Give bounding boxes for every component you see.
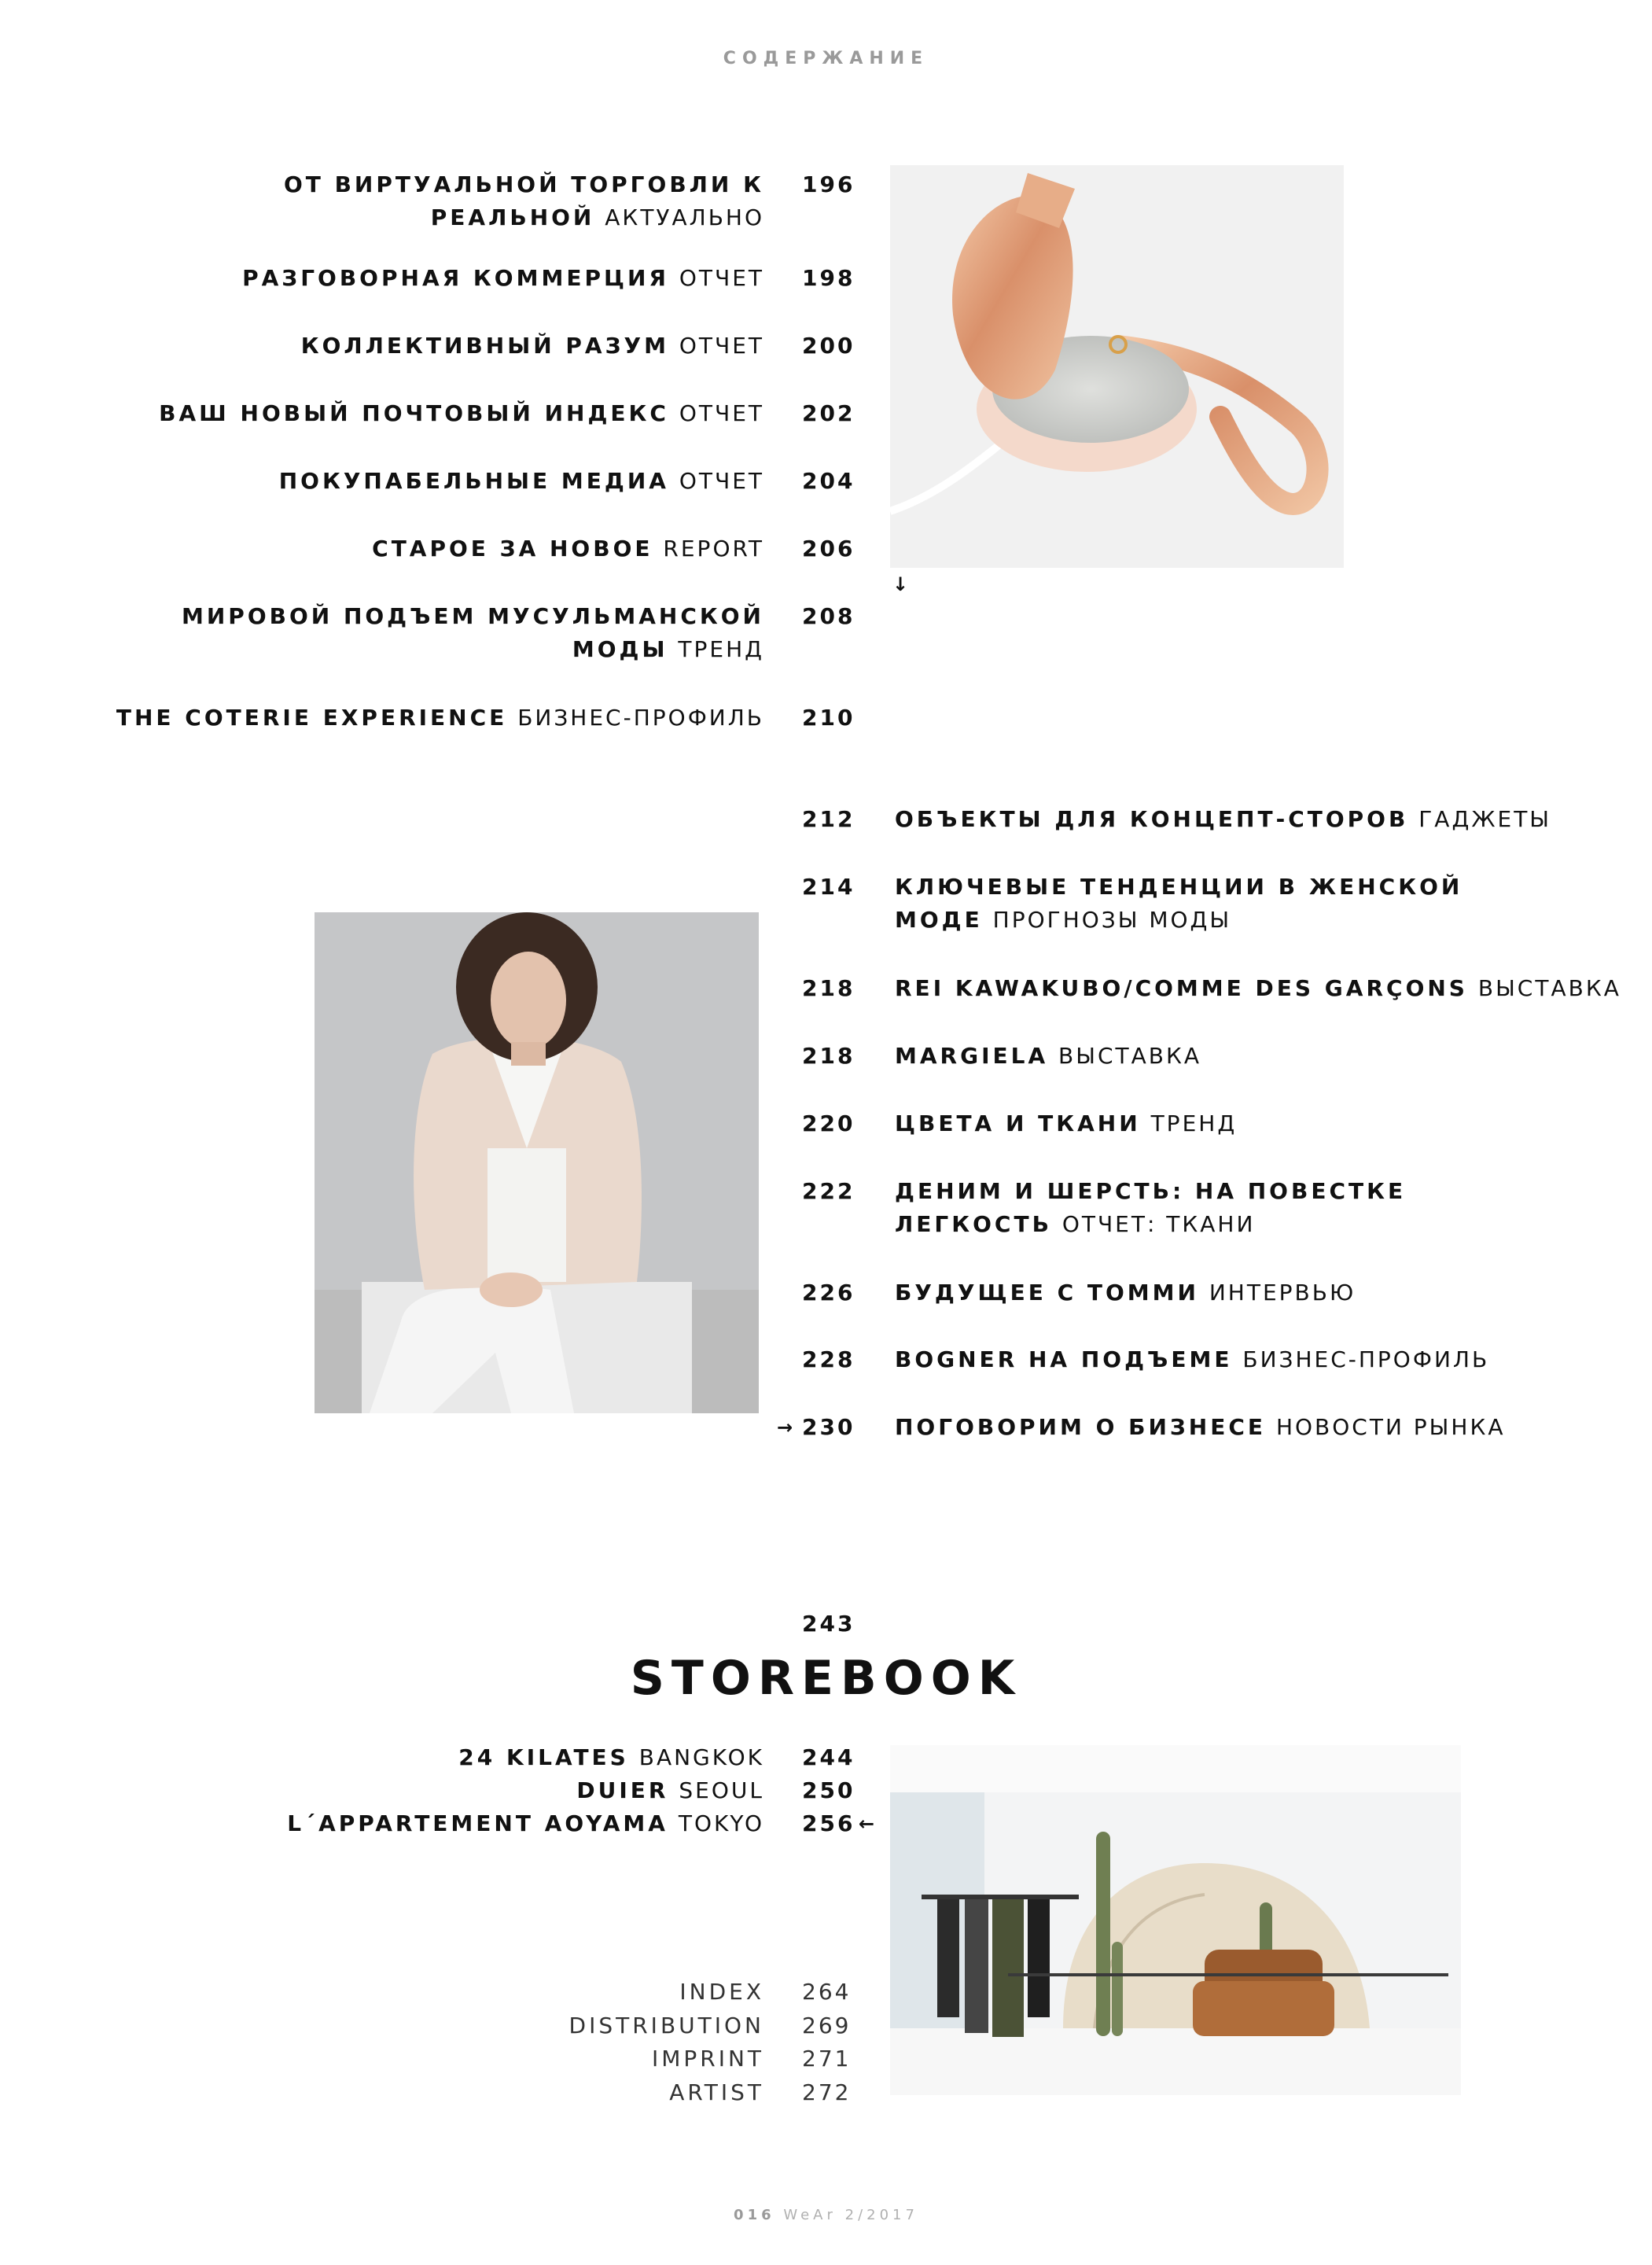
index-entry[interactable]: IMPRINT bbox=[651, 2046, 764, 2072]
left-arrow-icon: ← bbox=[859, 1813, 875, 1835]
toc-page-number: 198 bbox=[802, 265, 855, 291]
toc-entry[interactable] bbox=[895, 1040, 1626, 1073]
entry-line bbox=[895, 1175, 1626, 1208]
toc-entry[interactable] bbox=[895, 1107, 1626, 1140]
entry-line bbox=[895, 803, 1626, 836]
entry-category: ОТЧЕТ bbox=[679, 400, 764, 426]
entry-title: MARGIELA bbox=[895, 1043, 1049, 1069]
storebook-page-number: 244 bbox=[802, 1744, 855, 1770]
entry-line bbox=[895, 1040, 1626, 1073]
toc-entry[interactable] bbox=[895, 1411, 1626, 1444]
entry-title: THE COTERIE EXPERIENCE bbox=[116, 705, 508, 731]
toc-entry[interactable] bbox=[895, 972, 1626, 1005]
entry-title: ЦВЕТА И ТКАНИ bbox=[895, 1110, 1141, 1136]
entry-category: REPORT bbox=[663, 536, 764, 562]
toc-page-number: 202 bbox=[802, 400, 855, 426]
entry-category: ПРОГНОЗЫ МОДЫ bbox=[992, 907, 1232, 933]
toc-page-number: 218 bbox=[802, 975, 855, 1001]
page-header: СОДЕРЖАНИЕ bbox=[723, 49, 929, 68]
entry-title: МОДЕ bbox=[895, 907, 983, 933]
entry-line bbox=[57, 168, 764, 201]
toc-page-number: 218 bbox=[802, 1043, 855, 1069]
store-name: DUIER bbox=[576, 1777, 669, 1803]
entry-line bbox=[57, 633, 764, 666]
entry-title: ОТ ВИРТУАЛЬНОЙ ТОРГОВЛИ К bbox=[283, 171, 764, 197]
right-arrow-icon: → bbox=[777, 1416, 793, 1438]
index-entry[interactable]: DISTRIBUTION bbox=[568, 2013, 764, 2038]
entry-category: БИЗНЕС-ПРОФИЛЬ bbox=[517, 705, 764, 731]
entry-title: ПОКУПАБЕЛЬНЫЕ МЕДИА bbox=[278, 468, 669, 494]
storebook-page-number: 250 bbox=[802, 1777, 855, 1803]
toc-page-number: 230 bbox=[802, 1414, 855, 1440]
entry-line bbox=[57, 201, 764, 234]
entry-title: ЛЕГКОСТЬ bbox=[895, 1211, 1052, 1237]
toc-entry[interactable] bbox=[895, 1343, 1626, 1376]
entry-category: ТРЕНД bbox=[678, 636, 764, 662]
toc-entry[interactable] bbox=[57, 465, 764, 498]
toc-entry[interactable] bbox=[57, 532, 764, 565]
entry-title: ДЕНИМ И ШЕРСТЬ: НА ПОВЕСТКЕ bbox=[895, 1178, 1407, 1204]
entry-category: ТРЕНД bbox=[1150, 1110, 1238, 1136]
entry-category: ОТЧЕТ: ТКАНИ bbox=[1061, 1211, 1256, 1237]
powerbank-illustration bbox=[890, 165, 1344, 568]
footer-page-number: 016 bbox=[734, 2207, 775, 2223]
toc-page-number: 222 bbox=[802, 1178, 855, 1204]
store-city: SEOUL bbox=[679, 1777, 764, 1803]
entry-line bbox=[895, 1343, 1626, 1376]
photo-store-interior bbox=[890, 1745, 1461, 2095]
entry-title: БУДУЩЕЕ С ТОММИ bbox=[895, 1280, 1199, 1306]
page-footer bbox=[0, 2207, 1652, 2223]
entry-title: РАЗГОВОРНАЯ КОММЕРЦИЯ bbox=[242, 265, 669, 291]
entry-title: ВАШ НОВЫЙ ПОЧТОВЫЙ ИНДЕКС bbox=[159, 400, 669, 426]
toc-page-number: 212 bbox=[802, 806, 855, 832]
entry-title: REI KAWAKUBO/COMME DES GARÇONS bbox=[895, 975, 1468, 1001]
entry-title: ОБЪЕКТЫ ДЛЯ КОНЦЕПТ-СТОРОВ bbox=[895, 806, 1409, 832]
index-entry[interactable]: INDEX bbox=[679, 1979, 764, 2005]
entry-line bbox=[57, 465, 764, 498]
store-city: BANGKOK bbox=[638, 1744, 764, 1770]
entry-line bbox=[57, 532, 764, 565]
entry-line bbox=[57, 330, 764, 363]
toc-page-number: 228 bbox=[802, 1346, 855, 1372]
entry-line bbox=[57, 600, 764, 633]
toc-page-number: 210 bbox=[802, 705, 855, 731]
photo-powerbank bbox=[890, 165, 1344, 568]
store-name: 24 KILATES bbox=[458, 1744, 629, 1770]
entry-category: ГАДЖЕТЫ bbox=[1418, 806, 1551, 832]
toc-page-number: 220 bbox=[802, 1110, 855, 1136]
index-page-number: 272 bbox=[802, 2079, 852, 2105]
entry-title: BOGNER НА ПОДЪЕМЕ bbox=[895, 1346, 1233, 1372]
entry-line bbox=[895, 1276, 1626, 1309]
entry-category: ВЫСТАВКА bbox=[1058, 1043, 1202, 1069]
storebook-entry[interactable] bbox=[135, 1807, 764, 1840]
entry-category: НОВОСТИ РЫНКА bbox=[1275, 1414, 1506, 1440]
toc-page-number: 226 bbox=[802, 1280, 855, 1306]
toc-entry[interactable] bbox=[895, 1276, 1626, 1309]
entry-title: МОДЫ bbox=[572, 636, 668, 662]
entry-line bbox=[57, 397, 764, 430]
index-entry[interactable]: ARTIST bbox=[669, 2079, 764, 2105]
entry-line bbox=[57, 262, 764, 295]
store-name: L´APPARTEMENT AOYAMA bbox=[287, 1810, 668, 1836]
entry-line bbox=[895, 871, 1626, 904]
entry-category: ИНТЕРВЬЮ bbox=[1209, 1280, 1356, 1306]
toc-entry[interactable] bbox=[57, 702, 764, 735]
toc-page-number: 214 bbox=[802, 874, 855, 900]
photo-model bbox=[315, 912, 759, 1413]
entry-line bbox=[895, 1107, 1626, 1140]
entry-line bbox=[895, 1208, 1626, 1241]
storebook-page-number: 243 bbox=[802, 1611, 855, 1637]
entry-category: ОТЧЕТ bbox=[679, 468, 764, 494]
entry-line bbox=[895, 904, 1626, 937]
entry-line bbox=[895, 1411, 1626, 1444]
index-page-number: 271 bbox=[802, 2046, 852, 2072]
footer-magazine: WeAr 2/2017 bbox=[783, 2207, 918, 2223]
toc-entry[interactable] bbox=[57, 397, 764, 430]
entry-category: АКТУАЛЬНО bbox=[605, 204, 764, 230]
storebook-entry[interactable] bbox=[135, 1774, 764, 1807]
storebook-title: STOREBOOK bbox=[630, 1651, 1022, 1706]
toc-page-number: 200 bbox=[802, 333, 855, 359]
toc-entry[interactable] bbox=[57, 330, 764, 363]
store-illustration bbox=[890, 1745, 1461, 2095]
entry-category: ОТЧЕТ bbox=[679, 265, 764, 291]
entry-title: КОЛЛЕКТИВНЫЙ РАЗУМ bbox=[300, 333, 669, 359]
toc-entry[interactable] bbox=[57, 600, 764, 666]
down-arrow-icon: ↓ bbox=[892, 573, 909, 595]
entry-title: КЛЮЧЕВЫЕ ТЕНДЕНЦИИ В ЖЕНСКОЙ bbox=[895, 874, 1463, 900]
entry-line bbox=[57, 702, 764, 735]
toc-page-number: 208 bbox=[802, 603, 855, 629]
entry-title: ПОГОВОРИМ О БИЗНЕСЕ bbox=[895, 1414, 1267, 1440]
model-illustration bbox=[315, 912, 759, 1413]
entry-title: РЕАЛЬНОЙ bbox=[430, 204, 595, 230]
entry-category: БИЗНЕС-ПРОФИЛЬ bbox=[1242, 1346, 1490, 1372]
storebook-entry[interactable] bbox=[135, 1741, 764, 1774]
toc-entry[interactable] bbox=[57, 168, 764, 234]
toc-entry[interactable] bbox=[895, 1175, 1626, 1241]
entry-title: МИРОВОЙ ПОДЪЕМ МУСУЛЬМАНСКОЙ bbox=[182, 603, 764, 629]
toc-entry[interactable] bbox=[57, 262, 764, 295]
entry-line bbox=[895, 972, 1626, 1005]
toc-page-number: 206 bbox=[802, 536, 855, 562]
entry-category: ВЫСТАВКА bbox=[1477, 975, 1621, 1001]
entry-category: ОТЧЕТ bbox=[679, 333, 764, 359]
entry-title: СТАРОЕ ЗА НОВОЕ bbox=[372, 536, 653, 562]
toc-page-number: 204 bbox=[802, 468, 855, 494]
toc-page-number: 196 bbox=[802, 171, 855, 197]
toc-entry[interactable] bbox=[895, 871, 1626, 937]
store-city: TOKYO bbox=[678, 1810, 764, 1836]
index-page-number: 269 bbox=[802, 2013, 852, 2038]
storebook-page-number: 256 bbox=[802, 1810, 855, 1836]
toc-entry[interactable] bbox=[895, 803, 1626, 836]
index-page-number: 264 bbox=[802, 1979, 852, 2005]
